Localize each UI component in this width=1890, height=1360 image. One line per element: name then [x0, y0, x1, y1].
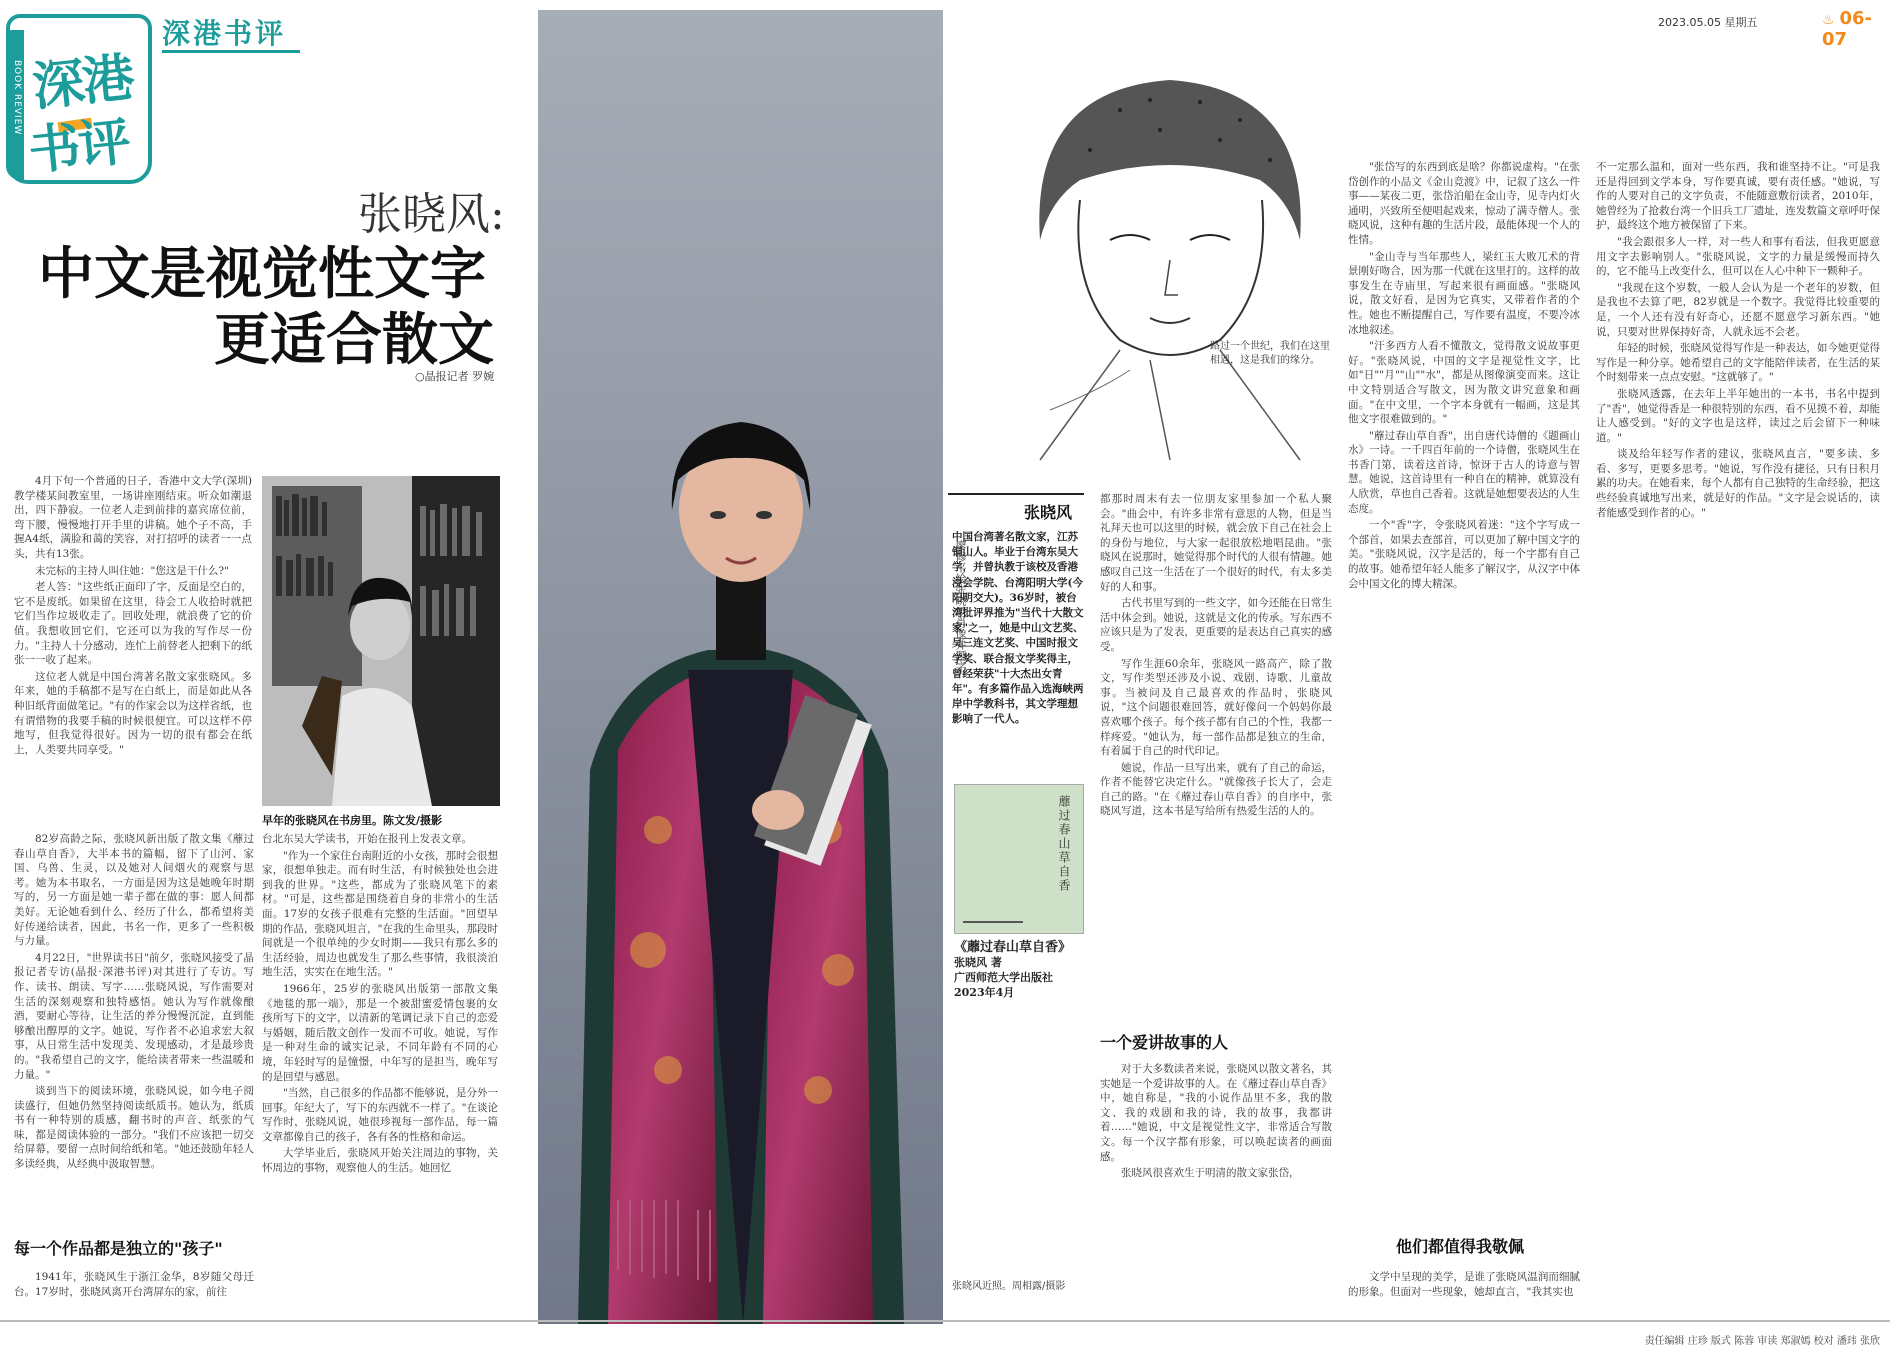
page-range: 06-07 [1822, 8, 1872, 50]
col1-bottom [14, 832, 254, 1232]
paragraph: 对于大多数读者来说，张晓风以散文著名，其实她是一个爱讲故事的人。在《蘼过春山草自香》中，她自称是，"我的小说作品里不多，我的散文、我的戏剧和我的诗，我的故事，我都讲着……"她说，中文是视觉性文字，非常适合写散文。每一个汉字都有形象，可以唤起读者的画面感。 [1100, 1063, 1332, 1163]
col3-tail [1100, 1062, 1332, 1318]
portrait-illustration [538, 10, 943, 1324]
paragraph: "蘼过春山草自香"，出自唐代诗僧的《题画山水》一诗。一千四百年前的一个诗僧，张晓风生在书香门第，读着这首诗，惊讶于古人的诗意与智慧。她说，这首诗里有一种自在的精神，就算没有人欣赏，草也自己香着。这就是她想要表达的人生态度。 [1348, 429, 1580, 515]
paragraph: 都那时周末有去一位朋友家里参加一个私人聚会。"曲会中，有许多非常有意思的人物，但是当礼拜天也可以这里的时候，就会放下自己在社会上的身份与地位，与大家一起很放松地唱昆曲。"张晓风在说那时，她觉得那个时代的人很有情趣。她感叹自己这一生活在了一个很好的时代，有太多美好的人和事。 [1100, 493, 1332, 593]
paragraph: 写作生涯60余年，张晓风一路高产，除了散文，写作类型还涉及小说、戏剧、诗歌、儿童故事。当被问及自己最喜欢的作品时，张晓风说，"这个问题很难回答，就好像问一个妈妈你最喜欢哪个孩子。每个孩子都有自己的个性，我都一样疼爱。"她认为，每一部作品都是独立的生命，有着属于自己的时代印记。 [1100, 657, 1332, 758]
subhead-col1: 每一个作品都是独立的"孩子" [14, 1239, 223, 1258]
paragraph: 一个"香"字，令张晓风着迷："这个字写成一个部首，如果去查部首，可以更加了解中国文字的美。"张晓风说，汉字是活的，每一个字都有自己的故事。她希望年轻人能多了解汉字，从汉字中体会中国文化的博大精深。 [1348, 519, 1580, 590]
paragraph: 这位老人就是中国台湾著名散文家张晓风。多年来，她的手稿都不是写在白纸上，而是如此从各种旧纸背面做笔记。"有的作家会以为这样省纸，也有谓惜物的我要手稿的时候很便宜。可以这样不停地写，但我觉得很好。因为一切的很有都会在纸上，人类要共同享受。" [14, 670, 252, 756]
paragraph: 4月下旬一个普通的日子，香港中文大学(深圳)教学楼某间教室里，一场讲座刚结束。听众如潮退出，四下静寂。一位老人走到前排的嘉宾席位前，弯下腰，慢慢地打开手里的讲稿。她个子不高，手握A4纸，满脸和蔼的笑容，对打招呼的读者一一点头，共有13张。 [14, 475, 252, 560]
paragraph: 未完标的主持人叫住她："您这是干什么?" [35, 564, 229, 577]
study-photo-illustration [262, 476, 500, 806]
paragraph: "张岱写的东西到底是啥？你都说虚构。"在张岱创作的小品文《金山竞渡》中，记叙了这么一件事——某夜二更，张岱泊船在金山寺，见寺内灯火通明，兴致所至便唱起戏来，惊动了满寺僧人。张晓风说，这种有趣的生活片段，最能体现一个人的性情。 [1348, 161, 1580, 246]
book-info [954, 940, 1088, 1000]
subhead-col4: 他们都值得我敬佩 [1396, 1237, 1525, 1256]
book-cover [954, 784, 1084, 934]
paragraph: 谈到当下的阅读环境，张晓风说，如今电子阅读盛行，但她仍然坚持阅读纸质书。她认为，纸质书有一种特别的质感，翻书时的声音、纸张的气味，都是阅读体验的一部分。"我们不应该把一切交给屏幕，要留一点时间给纸和笔。"她还鼓励年轻人多读经典，从经典中汲取智慧。 [14, 1085, 254, 1171]
section-title: 深港书评 [162, 17, 287, 50]
col5 [1596, 160, 1880, 1316]
headline-line1: 中文是视觉性文字 [38, 241, 486, 307]
col4 [1348, 160, 1580, 1228]
paragraph: "作为一个家住台南附近的小女孩，那时会很想家，很想单独走。而有时生活，有时候独处也会进到我的世界。"这些，都成为了张晓风笔下的素材。"可是，这些都是围绕着自身的非常小的生活面。17岁的女孩子很难有完整的生活面。"回望早期的作品，张晓风坦言，"在我的生命里头，那段时间就是一个很单纯的少女时期——我只有那么多的生活经验，周边也就发生了那么些事情，我很淡泊地生活，实实在在地生活。" [262, 849, 498, 979]
book-title: 《蘼过春山草自香》 [954, 940, 1072, 955]
sketch-portrait [1000, 30, 1340, 470]
paragraph: "汗多西方人看不懂散文，觉得散文说故事更好。"张晓风说，中国的文字是视觉性文字，比如"日""月""山""水"，都是从图像演变而来。这让中文特别适合写散文，因为散文讲究意象和画面。"在中文里，一个字本身就有一幅画，这是其他文字很难做到的。" [1348, 340, 1580, 426]
paragraph: 4月22日，"世界读书日"前夕，张晓风接受了晶报记者专访(晶报·深港书评)对其进行了专访。写作、读书、朗读、写字……张晓风说，写作需要对生活的深刻观察和独特感悟。她认为写作就像酿酒，要耐心等待，让生活的养分慢慢沉淀，直到能够酿出醇厚的文字。她说，写作者不必追求宏大叙事，从日常生活中发现美、发现感动，才是最珍贵的。"我希望自己的文字，能给读者带来一些温暖和力量。" [14, 951, 254, 1081]
paragraph: 老人答："这些纸正面印了字，反面是空白的，它不是废纸。如果留在这里，待会工人收拾时就把它们当作垃圾收走了。回收处理，就浪费了它的价值。我想收回它们，它还可以为我的写作尽一份力。"主持人十分感动，连忙上前替老人把剩下的纸张一一收了起来。 [14, 581, 252, 667]
col4-tail [1348, 1270, 1580, 1316]
logo-spine-text: BOOK REVIEW [12, 60, 22, 136]
book-publisher: 广西师范大学出版社 [954, 971, 1053, 984]
study-photo [262, 476, 500, 806]
editor-credits: 责任编辑 庄珍 版式 陈蓉 审读 郑淑嫣 校对 潘玮 张欣 [1644, 1336, 1880, 1347]
book-cover-rule [963, 921, 1023, 923]
paragraph: 她说，作品一旦写出来，就有了自己的命运，作者不能替它决定什么。"就像孩子长大了，会走自己的路。"在《蘼过春山草自香》的自序中，张晓风写道，这本书是写给所有热爱生活的人的。 [1100, 761, 1332, 818]
book-author: 张晓风 著 [954, 956, 1002, 969]
headline-line2: 更适合散文 [214, 307, 494, 373]
col1-tail [14, 1270, 254, 1316]
headline-name: 张晓风: [358, 189, 505, 240]
logo-line1: 深港 [29, 47, 136, 119]
flame-icon: ♨ [1822, 12, 1840, 28]
book-cover-title: 蘼过春山草自香 [1057, 795, 1071, 893]
subhead-col3: 一个爱讲故事的人 [1100, 1033, 1229, 1052]
paragraph: 谈及给年轻写作者的建议，张晓风直言，"要多读、多看、多写，更要多思考。"她说，写作没有捷径，只有日积月累的功夫。在她看来，每个人都有自己独特的生命经验，把这些经验真诚地写出来，就是好的作品。"文字是会说话的，读者能感受到作者的心。" [1596, 448, 1880, 519]
col1-top [14, 474, 252, 826]
portrait-photo [538, 10, 943, 1324]
page-numbers [1822, 8, 1890, 50]
paragraph: "金山寺与当年那些人，梁红玉大败兀术的背景刚好吻合，因为那一代就在这里打的。这样的故事发生在寺庙里，写起来很有画面感。"张晓风说，散文好看，是因为它真实，又带着作者的个性。她也不断提醒自己，写作要有温度，不要冷冰冰地叙述。 [1348, 250, 1580, 336]
paragraph: 古代书里写到的一些文字，如今还能在日常生活中体会到。她说，这就是文化的传承。写东西不应该只是为了发表，更重要的是表达自己真实的感受。 [1100, 597, 1332, 653]
study-photo-caption: 早年的张晓风在书房里。陈文发/摄影 [262, 814, 443, 827]
col2 [262, 832, 498, 1318]
paragraph: 台北东吴大学读书，开始在报刊上发表文章。 [262, 833, 472, 845]
recent-photo-caption: 张晓风近照。周相露/摄影 [952, 1281, 1066, 1292]
byline: ○晶报记者 罗婉 [415, 370, 495, 383]
sketch-credit: 廖修平绘张晓风肖像并题字。 [954, 540, 967, 683]
paragraph: 大学毕业后，张晓风开始关注周边的事物，关怀周边的事物，观察他人的生活。她回忆 [262, 1147, 498, 1175]
section-rule [162, 50, 300, 53]
paragraph: 1941年，张晓风生于浙江金华，8岁随父母迁台。17岁时，张晓风离开台湾屏东的家，前往 [14, 1271, 254, 1298]
logo-line2: 书评 [25, 111, 132, 183]
bio-name: 张晓风 [1024, 503, 1073, 522]
col3 [1100, 492, 1332, 1022]
book-date: 2023年4月 [954, 986, 1015, 999]
sketch-handwritten-note: 路过一个世纪，我们在这里相遇，这是我们的缘分。 [1210, 341, 1330, 366]
paragraph: "当然，自己很多的作品都不能够说，是分外一回事。年纪大了，写下的东西就不一样了。"在谈论写作时，张晓风说，她很珍视每一部作品，每一篇文章都像自己的孩子，各有各的性格和命运。 [262, 1087, 498, 1143]
paragraph: "我现在这个岁数，一般人会认为是一个老年的岁数，但是我也不去算了吧，82岁就是一个数字。我觉得比较重要的是，一个人还有没有好奇心，还愿不愿意学习新东西。"她说，只要对世界保持好奇，人就永远不会老。 [1596, 281, 1880, 338]
paragraph: 82岁高龄之际，张晓风新出版了散文集《蘼过春山草自香》，大半本书的篇幅，留下了山河、家国、乌兽、生灵，以及她对人间烟火的观察与思考。她为本书取名，一方面是因为这是她晚年时期写的，另一方面是她一辈子都在做的事：愿人间都美好。无论她看到什么、经历了什么，都希望将美好传递给读者，因此，书名一作，更多了一些积极与力量。 [14, 833, 254, 948]
issue-date: 2023.05.05 星期五 [1658, 16, 1758, 29]
paragraph: 张晓风很喜欢生于明清的散文家张岱， [1121, 1167, 1300, 1180]
paragraph: 张晓风透露，在去年上半年她出的一本书，书名中提到了"香"，她觉得香是一种很特别的东西，看不见摸不着，却能让人感受到。"好的文字也是这样，读过之后会留下一种味道。" [1596, 387, 1880, 444]
paragraph: 1966年，25岁的张晓风出版第一部散文集《地毯的那一端》，那是一个被甜蜜爱情包裹的女孩所写下的文字，以清新的笔调记录下自己的恋爱与婚姻，随后散文创作一发而不可收。她说，写作是一种对生命的诚实记录，不同年龄有不同的心境，年轻时写的是憧憬，中年写的是担当，晚年写的是回望与感恩。 [262, 982, 498, 1083]
bio-text: 中国台湾著名散文家，江苏铜山人。毕业于台湾东吴大学，并曾执教于该校及香港浸会学院、台湾阳明大学(今阳明交大)。36岁时，被台湾批评界推为"当代十大散文家"之一，她是中山文艺奖、吴三连文艺奖、中国时报文学奖、联合报文学奖得主，曾经荣获"十大杰出女青年"。有多篇作品入选海峡两岸中学教科书，其文学理想影响了一代人。 [952, 531, 1084, 726]
paragraph: 文学中呈现的美学，是谁了张晓风温润而细腻的形象。但面对一些现象，她却直言，"我其实也 [1348, 1271, 1580, 1298]
paragraph: 年轻的时候，张晓风觉得写作是一种表达，如今她更觉得写作是一种分享。她希望自己的文字能陪伴读者，在生活的某个时刻带来一点点安慰。"这就够了。" [1596, 342, 1880, 384]
sketch-illustration [1000, 30, 1340, 470]
bio-rule [948, 493, 1084, 495]
paragraph: 不一定那么温和，面对一些东西，我和谁坚持不让。"可是我还是得回到文学本身，写作要真诚，要有责任感。"她说，写作的人要对自己的文字负责，不能随意敷衍读者，2010年，她曾经为了抢救台湾一个旧兵工厂遗址，连发数篇文章呼吁保护，最终这个地方被保留了下来。 [1596, 161, 1880, 232]
footer-rule [0, 1320, 1890, 1322]
paragraph: "我会跟很多人一样，对一些人和事有看法，但我更愿意用文字去影响别人。"张晓风说，文字的力量是缓慢而持久的，它不能马上改变什么，但可以在人心中种下一颗种子。 [1596, 235, 1880, 278]
